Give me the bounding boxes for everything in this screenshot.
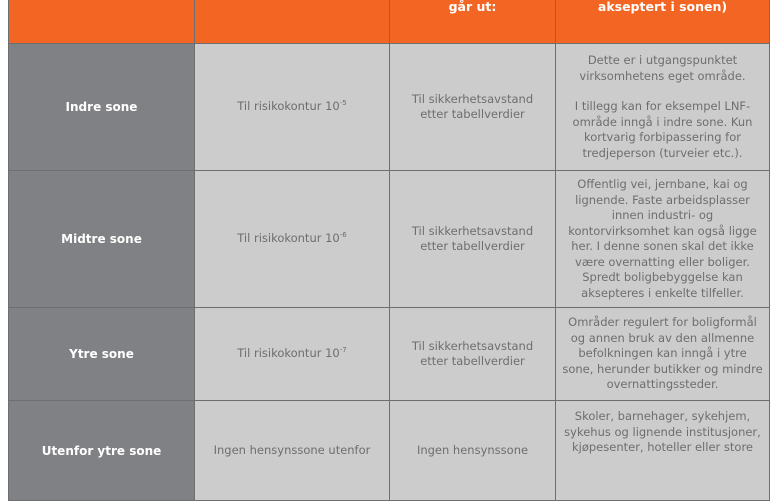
explosive-distance: Til sikkerhetsavstand etter tabellverdier <box>390 44 556 171</box>
risk-contour: Til risikokontur $10^{-5}$ <box>195 44 390 171</box>
zone-name: Indre sone <box>9 44 195 171</box>
header-row <box>9 0 770 44</box>
header-eksplosivanlegg: går ut: <box>390 0 556 44</box>
zone-name: Ytre sone <box>9 308 195 401</box>
zone-description: Områder regulert for boligformål og annen bruk av den allmenne befolkningen kan inngå i ytre sone, herunder butikker og mindre overnattingssteder. <box>556 308 770 401</box>
zone-name: Utenfor ytre sone <box>9 401 195 501</box>
zone-description: Dette er i utgangspunktet virksomhetens eget område. I tillegg kan for eksempel LNF-område inngå i indre sone. Kun kortvarig forbipassering for tredjeperson (turveier etc.). <box>556 44 770 171</box>
zone-description: Skoler, barnehager, sykehjem, sykehus og lignende institusjoner, kjøpesenter, hoteller eller store <box>556 401 770 501</box>
table-row <box>9 308 770 401</box>
risk-contour: Ingen hensynssone utenfor <box>195 401 390 501</box>
explosive-distance: Til sikkerhetsavstand etter tabellverdier <box>390 171 556 308</box>
hensynssone-table <box>8 0 770 501</box>
table-row <box>9 171 770 308</box>
zone-name: Midtre sone <box>9 171 195 308</box>
zone-description: Offentlig vei, jernbane, kai og lignende. Faste arbeidsplasser innen industri- og kontorvirksomhet kan også ligge her. I denne sonen skal det ikke være overnatting eller boliger. Spredt boligbebyggelse kan aksepteres i enkelte tilfeller. <box>556 171 770 308</box>
header-objekter: akseptert i sonen) <box>556 0 770 44</box>
risk-contour: Til risikokontur $10^{-6}$ <box>195 171 390 308</box>
explosive-distance: Ingen hensynssone <box>390 401 556 501</box>
table-row <box>9 401 770 501</box>
risk-contour: Til risikokontur $10^{-7}$ <box>195 308 390 401</box>
header-stoffanlegg <box>195 0 390 44</box>
header-hensynssone <box>9 0 195 44</box>
explosive-distance: Til sikkerhetsavstand etter tabellverdier <box>390 308 556 401</box>
table-row <box>9 44 770 171</box>
